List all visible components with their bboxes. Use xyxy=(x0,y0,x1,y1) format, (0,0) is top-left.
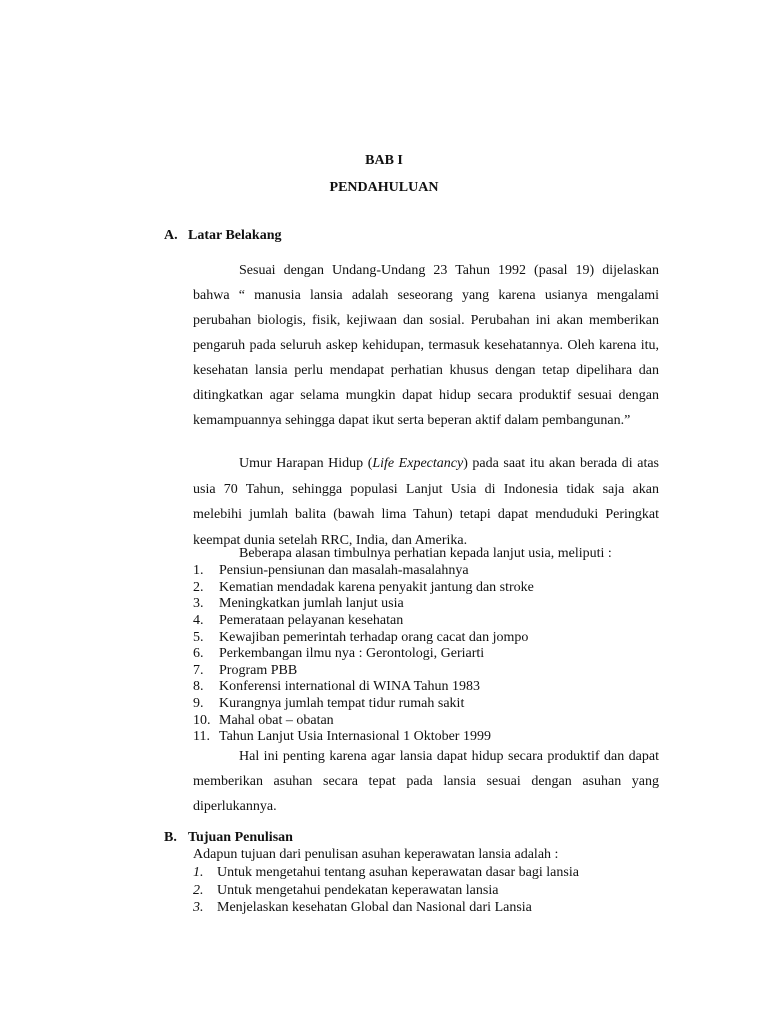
paragraph-importance xyxy=(193,744,659,819)
reason-number: 7. xyxy=(193,662,204,678)
paragraph-law-text: Sesuai dengan Undang-Undang 23 Tahun 1992 (pasal 19) dijelaskan bahwa “ manusia lansia adalah seseorang yang karena usianya mengalami perubahan biologis, fisik, kejiwaan dan sosial. Perubahan ini akan memberikan pengaruh pada seluruh askep kehidupan, termasuk kesehatannya. Oleh karena itu, kesehatan lansia perlu mendapat perhatian khusus dengan tetap dipelihara dan ditingkatkan agar selama mungkin dapat hidup secara produktif sesuai dengan kemampuannya sehingga dapat ikut serta beperan aktif dalam pembangunan.” xyxy=(193,263,659,428)
reason-number: 9. xyxy=(193,696,204,712)
reason-text: Pemerataan pelayanan kesehatan xyxy=(219,612,404,628)
reason-item xyxy=(193,696,534,713)
section-b-title: Tujuan Penulisan xyxy=(188,830,293,845)
goal-item xyxy=(193,899,579,917)
reason-item xyxy=(193,630,534,647)
goal-number: 1. xyxy=(193,865,204,880)
goal-text: Untuk mengetahui pendekatan keperawatan lansia xyxy=(217,882,499,898)
reason-number: 6. xyxy=(193,646,204,662)
goal-number: 3. xyxy=(193,900,204,915)
reason-text: Kurangnya jumlah tempat tidur rumah sakit xyxy=(219,696,465,712)
reason-text: Kewajiban pemerintah terhadap orang cacat dan jompo xyxy=(219,629,529,645)
reason-number: 8. xyxy=(193,679,204,695)
reason-number: 5. xyxy=(193,629,204,645)
reason-item xyxy=(193,596,534,613)
goal-item xyxy=(193,882,579,900)
reasons-intro: Beberapa alasan timbulnya perhatian kepada lanjut usia, meliputi : xyxy=(239,546,612,561)
reason-text: Tahun Lanjut Usia Internasional 1 Oktober 1999 xyxy=(219,729,491,745)
reason-number: 1. xyxy=(193,563,204,578)
paragraph-le-before: Umur Harapan Hidup ( xyxy=(239,456,373,471)
reason-item xyxy=(193,663,534,680)
reasons-list xyxy=(193,563,534,746)
reason-item xyxy=(193,563,534,580)
reason-number: 10. xyxy=(193,712,211,728)
reason-item xyxy=(193,713,534,730)
reason-number: 3. xyxy=(193,596,204,612)
goal-number: 2. xyxy=(193,882,204,898)
section-a-title: Latar Belakang xyxy=(188,228,282,243)
reason-text: Mahal obat – obatan xyxy=(219,712,334,728)
chapter-title: PENDAHULUAN xyxy=(329,180,439,195)
reason-number: 4. xyxy=(193,612,204,628)
reason-text: Program PBB xyxy=(219,662,298,678)
reason-text: Meningkatkan jumlah lanjut usia xyxy=(219,596,404,612)
goals-list xyxy=(193,864,579,917)
section-b-heading xyxy=(164,830,293,846)
reason-text: Pensiun-pensiunan dan masalah-masalahnya xyxy=(219,563,469,578)
section-b-number: B. xyxy=(164,830,177,845)
reason-item xyxy=(193,613,534,630)
paragraph-life-expectancy xyxy=(193,451,659,553)
goal-text: Menjelaskan kesehatan Global dan Nasional dari Lansia xyxy=(217,900,532,915)
paragraph-law xyxy=(193,258,659,433)
paragraph-le-after: ) pada saat itu akan berada di atas usia 70 Tahun, sehingga populasi Lanjut Usia di Indonesia tidak saja akan melebihi jumlah balita (bawah lima Tahun) tetapi dapat menduduki Peringkat keempat dunia setelah RRC, India, dan Amerika. xyxy=(193,456,659,548)
reason-item xyxy=(193,580,534,597)
section-a-heading xyxy=(164,228,281,244)
reason-item xyxy=(193,646,534,663)
goal-item xyxy=(193,864,579,882)
reason-text: Konferensi international di WINA Tahun 1983 xyxy=(219,679,480,695)
reason-text: Kematian mendadak karena penyakit jantung dan stroke xyxy=(219,579,534,595)
reason-number: 2. xyxy=(193,579,204,595)
section-a-number: A. xyxy=(164,228,178,243)
paragraph-le-italic: Life Expectancy xyxy=(372,456,464,471)
chapter-number: BAB I xyxy=(365,153,403,168)
reason-number: 11. xyxy=(193,729,210,745)
goal-text: Untuk mengetahui tentang asuhan keperawatan dasar bagi lansia xyxy=(217,865,579,880)
paragraph-importance-text: Hal ini penting karena agar lansia dapat hidup secara produktif dan dapat memberikan asuhan secara tepat pada lansia sesuai dengan asuhan yang diperlukannya. xyxy=(193,749,659,814)
goals-intro: Adapun tujuan dari penulisan asuhan keperawatan lansia adalah : xyxy=(193,847,559,862)
reason-item xyxy=(193,679,534,696)
reason-text: Perkembangan ilmu nya : Gerontologi, Geriarti xyxy=(219,646,485,662)
